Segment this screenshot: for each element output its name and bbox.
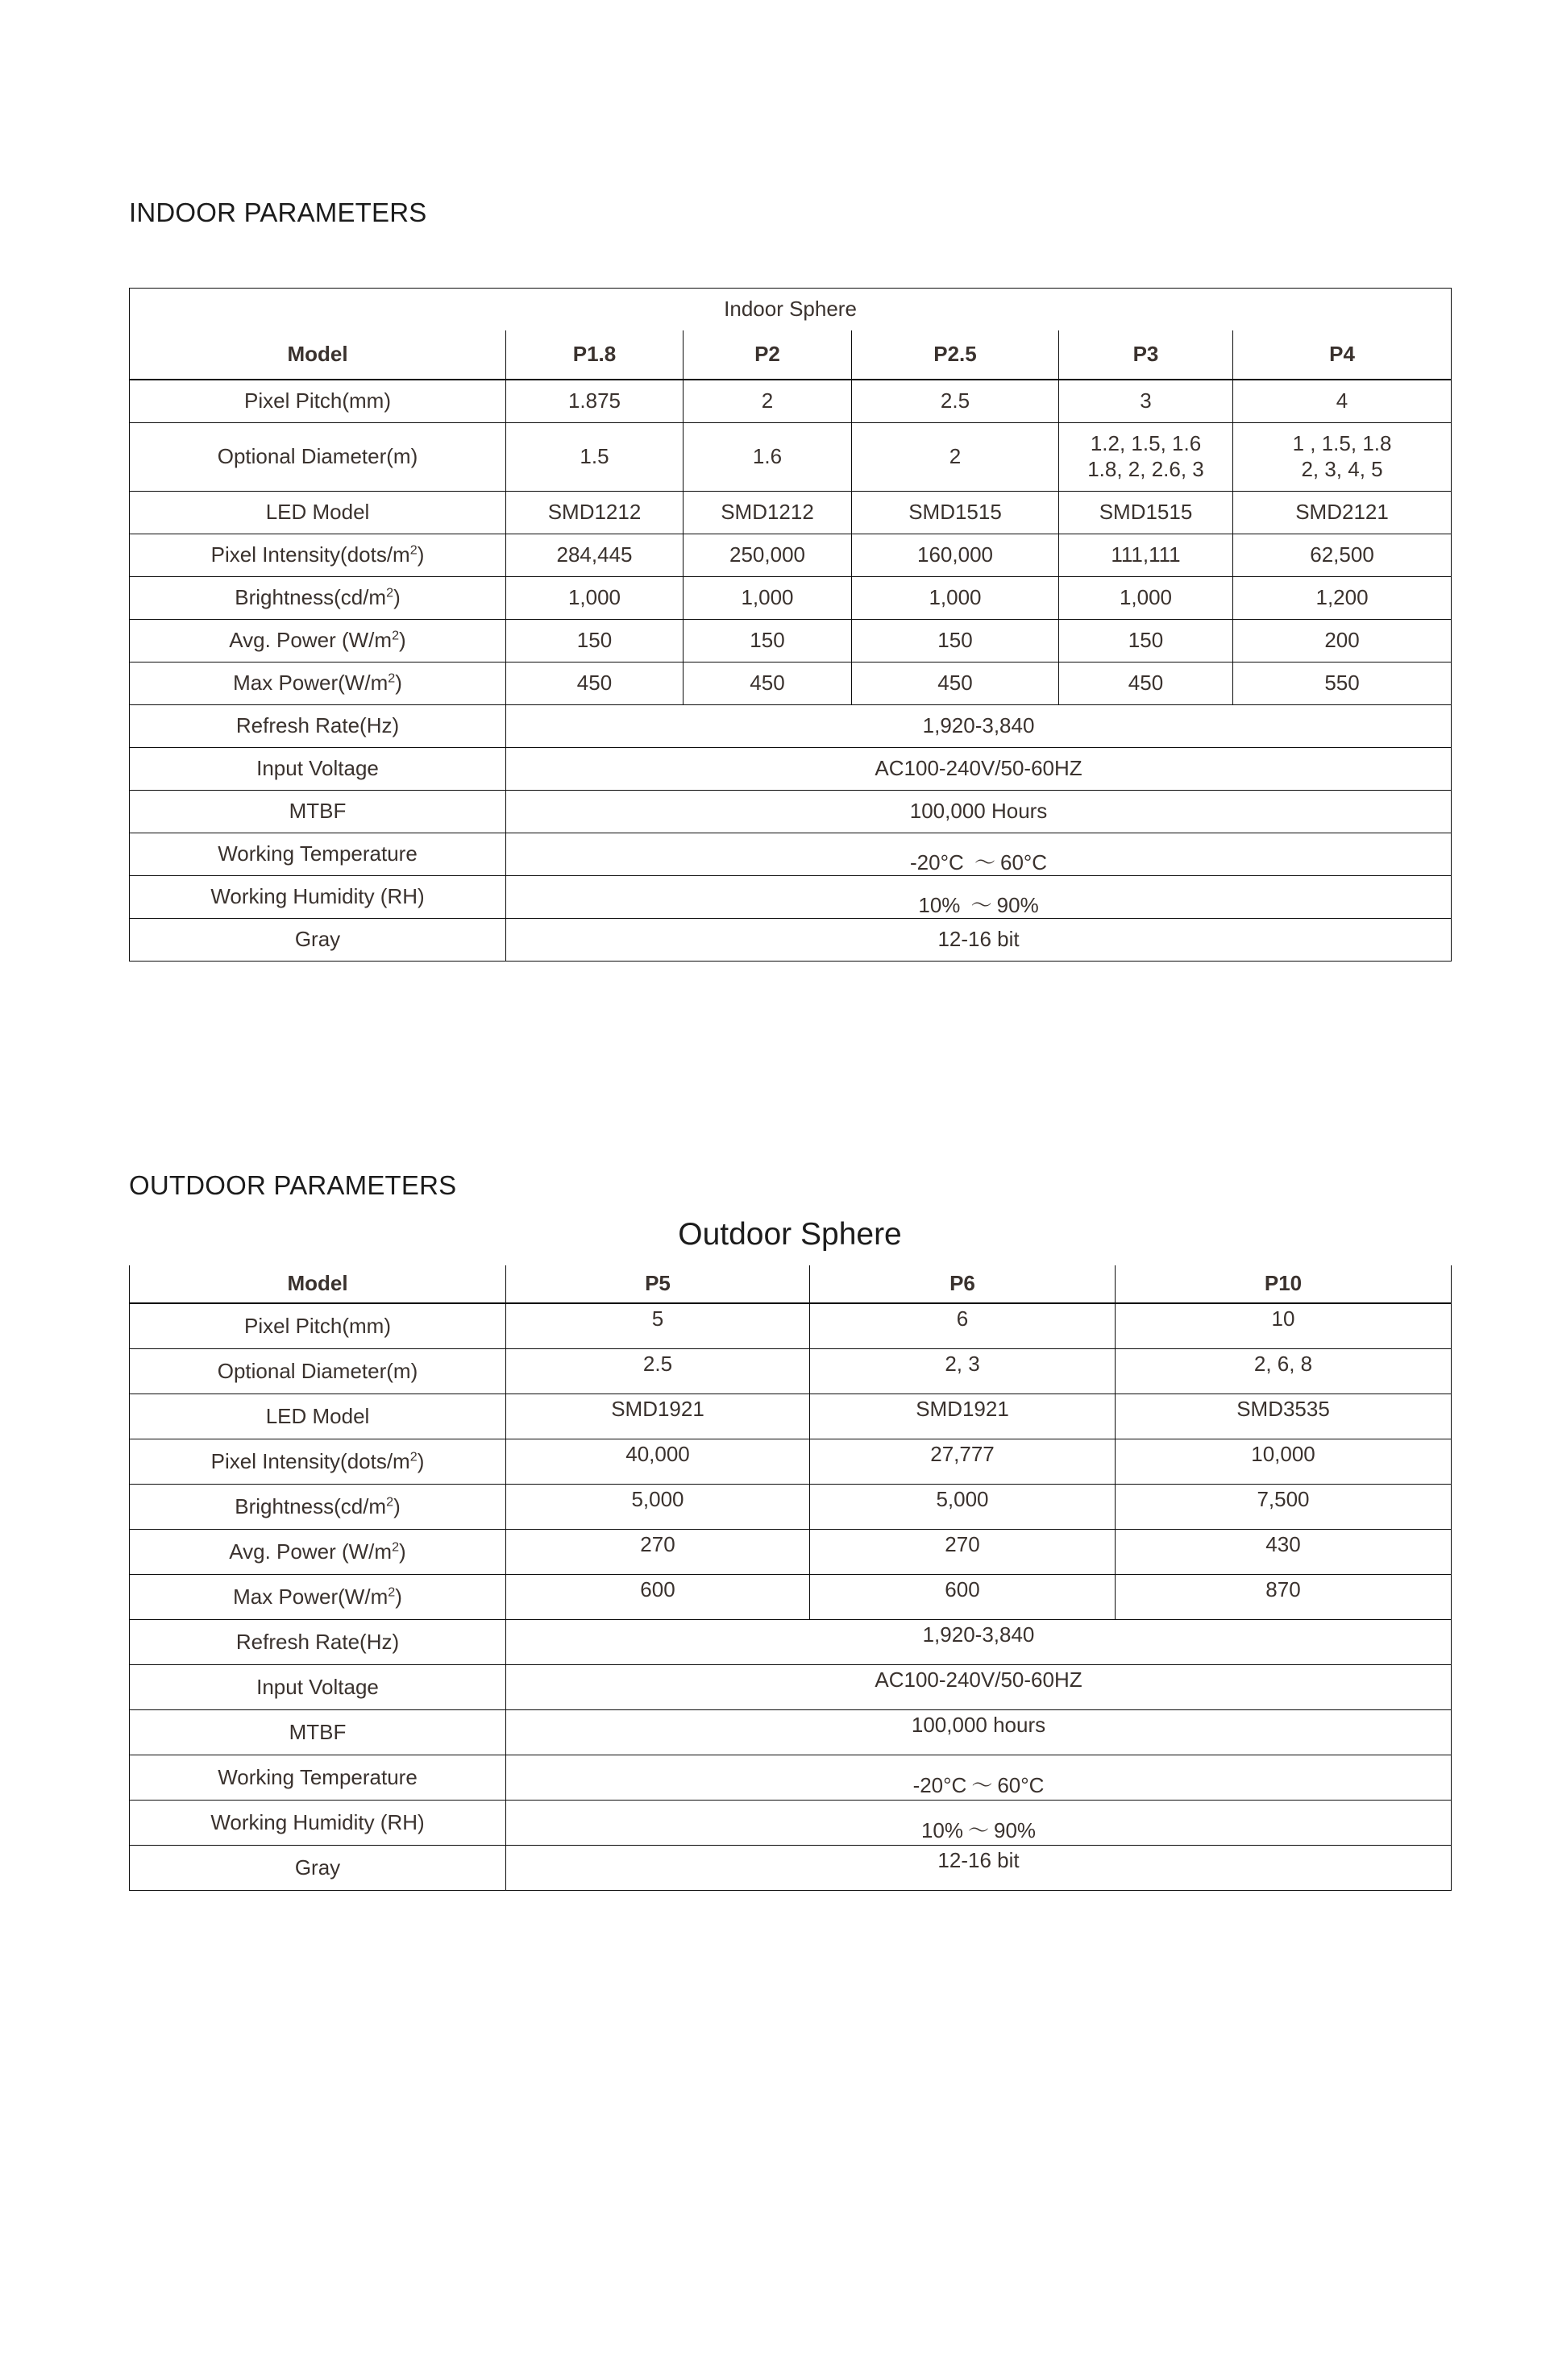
cell-value: 1,200: [1233, 577, 1452, 620]
table-row: [130, 492, 1452, 534]
table-row: [130, 662, 1452, 705]
table-row-merged: [130, 1755, 1452, 1801]
cell-value-merged: AC100-240V/50-60HZ: [506, 1665, 1452, 1710]
table-row-merged: [130, 748, 1452, 791]
cell-value: 1,000: [852, 577, 1059, 620]
cell-value: 870: [1116, 1575, 1452, 1620]
indoor-parameters-heading: INDOOR PARAMETERS: [129, 197, 427, 227]
table-row-merged: [130, 1620, 1452, 1665]
table-row: [130, 1439, 1452, 1485]
cell-value: 2.5: [506, 1349, 810, 1394]
cell-value: 450: [506, 662, 684, 705]
cell-value: 150: [684, 620, 852, 662]
cell-value: 5,000: [810, 1485, 1116, 1530]
row-label: Working Temperature: [130, 1755, 506, 1801]
cell-value: 450: [684, 662, 852, 705]
table-row: [130, 380, 1452, 423]
table-row-merged: [130, 1710, 1452, 1755]
cell-value: 3: [1059, 380, 1233, 423]
table-row: [130, 1485, 1452, 1530]
cell-value-merged: 1,920-3,840: [506, 705, 1452, 748]
row-label: Refresh Rate(Hz): [130, 1620, 506, 1665]
table-row: [130, 577, 1452, 620]
wave-dash-icon: 〜: [974, 850, 995, 875]
cell-value-merged: 100,000 hours: [506, 1710, 1452, 1755]
cell-value: SMD1921: [810, 1394, 1116, 1439]
cell-value: 600: [810, 1575, 1116, 1620]
table-row-merged: [130, 1665, 1452, 1710]
table-row-merged: [130, 1801, 1452, 1846]
cell-value: 1,000: [684, 577, 852, 620]
table-row-merged: [130, 919, 1452, 962]
cell-value: SMD2121: [1233, 492, 1452, 534]
column-header-p3: P3: [1059, 330, 1233, 380]
table-row: [130, 423, 1452, 492]
cell-value: 1.2, 1.5, 1.6 1.8, 2, 2.6, 3: [1059, 423, 1233, 492]
cell-value: SMD1212: [684, 492, 852, 534]
row-label: MTBF: [130, 791, 506, 833]
table-row: [130, 1394, 1452, 1439]
cell-value-merged: 100,000 Hours: [506, 791, 1452, 833]
cell-value: 1,000: [1059, 577, 1233, 620]
indoor-sphere-title: Indoor Sphere: [130, 289, 1452, 331]
cell-value: 2: [852, 423, 1059, 492]
cell-value: 150: [852, 620, 1059, 662]
cell-value: 1.875: [506, 380, 684, 423]
cell-value-merged: AC100-240V/50-60HZ: [506, 748, 1452, 791]
table-row: [130, 620, 1452, 662]
row-label: Avg. Power $(W/m^2)$: [130, 1530, 506, 1575]
cell-value-merged: 10% 〜 90%: [506, 1801, 1452, 1846]
row-label: Working Humidity (RH): [130, 876, 506, 919]
column-header-p6: P6: [810, 1265, 1116, 1303]
cell-value: 62,500: [1233, 534, 1452, 577]
row-label: LED Model: [130, 1394, 506, 1439]
cell-value: SMD1515: [1059, 492, 1233, 534]
cell-value: 2, 3: [810, 1349, 1116, 1394]
cell-value: 150: [1059, 620, 1233, 662]
row-label: Pixel $Intensity(dots/m^2)$: [130, 1439, 506, 1485]
table-row: [130, 1349, 1452, 1394]
column-header-p2-5: P2.5: [852, 330, 1059, 380]
indoor-spec-table: [129, 288, 1452, 962]
row-label: Pixel $Intensity(dots/m^2)$: [130, 534, 506, 577]
row-label: Refresh Rate(Hz): [130, 705, 506, 748]
wave-dash-icon: 〜: [971, 1774, 993, 1799]
row-label: Max $Power(W/m^2)$: [130, 1575, 506, 1620]
row-label: Avg. Power $(W/m^2)$: [130, 620, 506, 662]
cell-value: 5,000: [506, 1485, 810, 1530]
cell-value: 1.5: [506, 423, 684, 492]
cell-value: 40,000: [506, 1439, 810, 1485]
cell-value: SMD1212: [506, 492, 684, 534]
cell-value: 5: [506, 1303, 810, 1349]
cell-value: 270: [506, 1530, 810, 1575]
table-row: [130, 534, 1452, 577]
column-header-model: Model: [130, 1265, 506, 1303]
cell-value: 200: [1233, 620, 1452, 662]
cell-value-merged: 1,920-3,840: [506, 1620, 1452, 1665]
cell-value: 450: [852, 662, 1059, 705]
row-label: Optional Diameter(m): [130, 423, 506, 492]
column-header-p2: P2: [684, 330, 852, 380]
row-label: Pixel Pitch(mm): [130, 1303, 506, 1349]
cell-value: 2: [684, 380, 852, 423]
cell-value-merged: -20°C 〜 60°C: [506, 1755, 1452, 1801]
cell-value: 1 , 1.5, 1.8 2, 3, 4, 5: [1233, 423, 1452, 492]
cell-value: SMD1515: [852, 492, 1059, 534]
cell-value: 600: [506, 1575, 810, 1620]
cell-value-merged: 10% 〜 90%: [506, 876, 1452, 919]
cell-value: 7,500: [1116, 1485, 1452, 1530]
row-label: Working Humidity (RH): [130, 1801, 506, 1846]
cell-value: 4: [1233, 380, 1452, 423]
cell-value: 550: [1233, 662, 1452, 705]
row-label: Working Temperature: [130, 833, 506, 876]
cell-value: 160,000: [852, 534, 1059, 577]
cell-value: 111,111: [1059, 534, 1233, 577]
cell-value: 10: [1116, 1303, 1452, 1349]
row-label: MTBF: [130, 1710, 506, 1755]
cell-value: 430: [1116, 1530, 1452, 1575]
table-row-merged: [130, 876, 1452, 919]
cell-value: 1,000: [506, 577, 684, 620]
cell-value: SMD1921: [506, 1394, 810, 1439]
cell-value: 284,445: [506, 534, 684, 577]
table-row: [130, 1575, 1452, 1620]
outdoor-sphere-title: Outdoor Sphere: [678, 1217, 902, 1252]
column-header-p10: P10: [1116, 1265, 1452, 1303]
table-row-merged: [130, 833, 1452, 876]
table-title-row: [130, 289, 1452, 331]
cell-value-merged: 12-16 bit: [506, 1846, 1452, 1891]
cell-value: 2, 6, 8: [1116, 1349, 1452, 1394]
row-label: Max $Power(W/m^2)$: [130, 662, 506, 705]
table-row-merged: [130, 705, 1452, 748]
row-label: LED Model: [130, 492, 506, 534]
wave-dash-icon: 〜: [970, 893, 992, 918]
row-label: Input Voltage: [130, 1665, 506, 1710]
cell-value: SMD3535: [1116, 1394, 1452, 1439]
row-label: Optional Diameter(m): [130, 1349, 506, 1394]
table-row-merged: [130, 1846, 1452, 1891]
cell-value: 1.6: [684, 423, 852, 492]
row-label: Input Voltage: [130, 748, 506, 791]
table-row-merged: [130, 791, 1452, 833]
cell-value: 27,777: [810, 1439, 1116, 1485]
cell-value: 150: [506, 620, 684, 662]
cell-value-merged: -20°C 〜 60°C: [506, 833, 1452, 876]
table-header-row: [130, 1265, 1452, 1303]
outdoor-spec-table: [129, 1265, 1452, 1891]
row-label: Gray: [130, 1846, 506, 1891]
table-row: [130, 1303, 1452, 1349]
column-header-p4: P4: [1233, 330, 1452, 380]
row-label: $Brightness(cd/m^2)$: [130, 1485, 506, 1530]
cell-value: 10,000: [1116, 1439, 1452, 1485]
column-header-p1-8: P1.8: [506, 330, 684, 380]
column-header-model: Model: [130, 330, 506, 380]
cell-value: 2.5: [852, 380, 1059, 423]
cell-value: 6: [810, 1303, 1116, 1349]
cell-value: 250,000: [684, 534, 852, 577]
row-label: $Brightness(cd/m^2)$: [130, 577, 506, 620]
cell-value-merged: 12-16 bit: [506, 919, 1452, 962]
row-label: Pixel Pitch(mm): [130, 380, 506, 423]
table-row: [130, 1530, 1452, 1575]
cell-value: 450: [1059, 662, 1233, 705]
column-header-p5: P5: [506, 1265, 810, 1303]
wave-dash-icon: 〜: [967, 1819, 989, 1844]
cell-value: 270: [810, 1530, 1116, 1575]
table-header-row: [130, 330, 1452, 380]
outdoor-parameters-heading: OUTDOOR PARAMETERS: [129, 1170, 457, 1200]
row-label: Gray: [130, 919, 506, 962]
